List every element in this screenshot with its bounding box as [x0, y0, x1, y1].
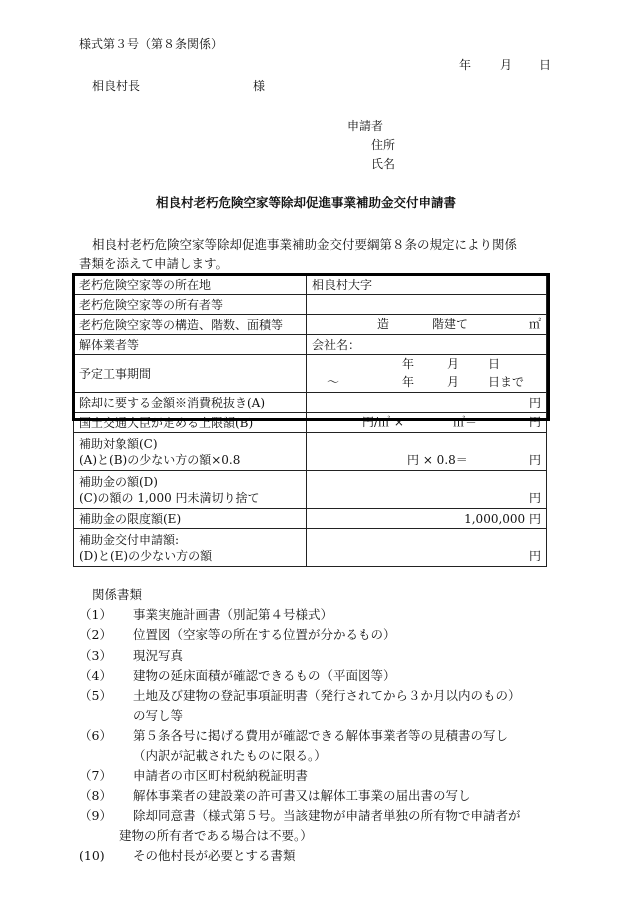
list-item: （6） 第５条各号に掲げる費用が確認できる解体事業者等の見積書の写し	[79, 728, 509, 743]
subsidy-amount-unit: 円	[528, 491, 541, 505]
contractor-value[interactable]: 会社名：	[307, 335, 547, 355]
location-value[interactable]: 相良村大字	[307, 275, 547, 295]
application-amount-label-2: (D)と(E)の少ない方の額	[79, 548, 213, 563]
honorific: 様	[253, 79, 266, 93]
demolition-cost-label: 除却に要する金額※消費税抜き(A)	[74, 393, 307, 413]
subsidy-target-label-1: 補助対象額(C)	[79, 436, 158, 451]
table-row	[74, 295, 547, 315]
documents-heading: 関係書類	[92, 587, 143, 602]
subsidy-target-value[interactable]	[307, 433, 547, 471]
structure-floors: 階建て	[432, 317, 469, 331]
table-row	[74, 315, 547, 335]
list-item-continuation: （内訳が記載されたものに限る。）	[133, 748, 327, 763]
structure-unit: ㎡	[528, 317, 541, 331]
list-item-continuation: 建物の所有者である場合は不要。）	[119, 828, 313, 843]
addressee: 相良村長	[92, 79, 141, 93]
subsidy-limit-label: 補助金の限度額(E)	[74, 509, 307, 529]
application-table	[73, 274, 547, 567]
owner-label: 老朽危険空家等の所有者等	[74, 295, 307, 315]
owner-value[interactable]	[307, 295, 547, 315]
subsidy-target-unit: 円	[528, 453, 541, 467]
list-item: （7） 申請者の市区町村税納税証明書	[79, 768, 309, 783]
upper-limit-unit: 円	[528, 415, 541, 429]
subsidy-amount-label-1: 補助金の額(D)	[79, 474, 158, 489]
location-label: 老朽危険空家等の所在地	[74, 275, 307, 295]
application-amount-value[interactable]	[307, 529, 547, 567]
period-start-day: 日	[488, 357, 501, 371]
name-label: 氏名	[371, 157, 396, 171]
contractor-label: 解体業者等	[74, 335, 307, 355]
subsidy-target-label-2: (A)と(B)の少ない方の額×0.8	[79, 452, 241, 467]
period-start-month: 月	[447, 357, 460, 371]
subsidy-amount-label-2: (C)の額の 1,000 円未満切り捨て	[79, 490, 260, 505]
intro-line-1: 相良村老朽危険空家等除却促進事業補助金交付要綱第８条の規定により関係	[92, 237, 518, 252]
upper-limit-value[interactable]	[307, 413, 547, 433]
subsidy-amount-label	[74, 471, 307, 509]
period-label: 予定工事期間	[74, 355, 307, 393]
table-row	[74, 509, 547, 529]
list-item: （1） 事業実施計画書（別記第４号様式）	[79, 607, 334, 622]
list-item: （3） 現況写真	[79, 648, 184, 663]
table-row	[74, 471, 547, 509]
date-month-label: 月	[500, 58, 513, 72]
list-item: （9） 除却同意書（様式第５号。当該建物が申請者単独の所有物で申請者が	[79, 808, 521, 823]
structure-zo: 造	[377, 317, 390, 331]
table-row	[74, 413, 547, 433]
table-row	[74, 433, 547, 471]
list-item: （2） 位置図（空家等の所在する位置が分かるもの）	[79, 627, 396, 642]
list-item: （8） 解体事業者の建設業の許可書又は解体工事業の届出書の写し	[79, 788, 471, 803]
list-item-continuation: の写し等	[133, 708, 184, 723]
period-tilde: ～	[327, 375, 340, 389]
table-row	[74, 275, 547, 295]
intro-line-2: 書類を添えて申請します。	[79, 256, 229, 271]
upper-limit-label: 国土交通大臣が定める上限額(B)	[74, 413, 307, 433]
applicant-label: 申請者	[347, 119, 384, 133]
subsidy-amount-value[interactable]	[307, 471, 547, 509]
date-year-label: 年	[459, 58, 472, 72]
list-item: (10) その他村長が必要とする書類	[79, 848, 296, 863]
list-item: （5） 土地及び建物の登記事項証明書（発行されてから３か月以内のもの）	[79, 688, 521, 703]
period-value[interactable]	[307, 355, 547, 393]
period-end-year: 年	[402, 375, 415, 389]
application-amount-label	[74, 529, 307, 567]
upper-limit-rate: 円/㎡ ×	[362, 415, 404, 429]
table-row	[74, 335, 547, 355]
demolition-cost-value[interactable]: 円	[307, 393, 547, 413]
subsidy-limit-value: 1,000,000 円	[307, 509, 547, 529]
table-row	[74, 393, 547, 413]
address-label: 住所	[371, 138, 396, 152]
period-end-month: 月	[447, 375, 460, 389]
upper-limit-area: ㎡＝	[453, 415, 478, 429]
period-start-year: 年	[402, 357, 415, 371]
period-end-day: 日まで	[488, 375, 525, 389]
subsidy-target-label	[74, 433, 307, 471]
list-item: （4） 建物の延床面積が確認できるもの（平面図等）	[79, 668, 396, 683]
application-amount-unit: 円	[528, 549, 541, 563]
application-amount-label-1: 補助金交付申請額:	[79, 532, 180, 547]
structure-label: 老朽危険空家等の構造、階数、面積等	[74, 315, 307, 335]
document-title: 相良村老朽危険空家等除却促進事業補助金交付申請書	[156, 195, 457, 210]
form-number: 様式第３号（第８条関係）	[79, 37, 224, 51]
subsidy-target-calc: 円 × 0.8＝	[407, 453, 468, 467]
date-day-label: 日	[539, 58, 552, 72]
table-row	[74, 355, 547, 393]
table-row	[74, 529, 547, 567]
structure-value[interactable]	[307, 315, 547, 335]
